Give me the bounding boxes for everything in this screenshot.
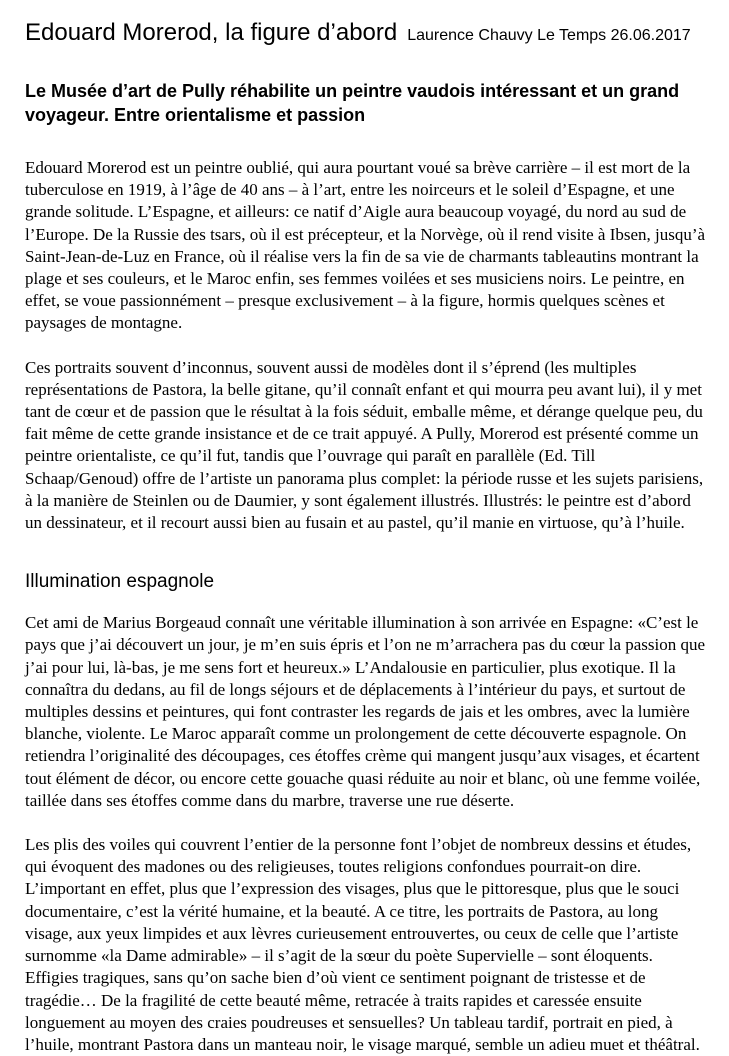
article-header bbox=[25, 18, 709, 51]
paragraph-4: Les plis des voiles qui couvrent l’entier de la personne font l’objet de nombreux dessins et études, qui évoquent des madones ou des religieuses, toutes religions confondues pourrait-on dire. L’important en effet, plus que l’expression des visages, plus que le pittoresque, plus que le souci documentaire, c’est la vérité humaine, et la beauté. A ce titre, les portraits de Pastora, au long visage, aux yeux limpides et aux lèvres curieusement entrouvertes, ou ceux de celle que l’artiste surnomme «la Dame admirable» – il s’agit de la sœur du poète Supervielle – sont éloquents. Effigies tragiques, sans qu’on sache bien d’où vient ce sentiment poignant de tristesse et de tragédie… De la fragilité de cette beauté même, retracée à traits rapides et caressée ensuite longuement au moyen des craies poudreuses et sensuelles? Un tableau tardif, portrait en pied, à l’huile, montrant Pastora dans un manteau noir, le visage marqué, semble un adieu muet et théâtral. bbox=[25, 835, 700, 1054]
paragraph-3: Cet ami de Marius Borgeaud connaît une véritable illumination à son arrivée en Espagne: «C’est le pays que j’ai découvert un jour, je m’en suis épris et l’on ne m’arrachera pas du cœur la passion que j’ai pour lui, là-bas, je me sens fort et heureux.» L’Andalousie en particulier, plus exotique. Il la connaîtra du dedans, au fil de longs séjours et de déplacements à l’intérieur du pays, et surtout de multiples dessins et peintures, qui font contraster les regards de jais et les ombres, avec la lumière blanche, violente. Le Maroc apparaît comme un prolongement de cette découverte espagnole. On retiendra l’originalité des découpages, ces étoffes crème qui mangent jusqu’aux visages, et écartent tout élément de décor, ou encore cette gouache quasi réduite au noir et blanc, où une femme voilée, taillée dans ses étoffes comme dans du marbre, traverse une rue déserte. bbox=[25, 613, 706, 810]
section-heading: Illumination espagnole bbox=[25, 571, 215, 593]
article bbox=[25, 0, 709, 1056]
paragraph-1: Edouard Morerod est un peintre oublié, qui aura pourtant voué sa brève carrière – il est mort de la tuberculose en 1919, à l’âge de 40 ans – à l’art, entre les noirceurs et le soleil d’Espagne, et une grande solitude. L’Espagne, et ailleurs: ce natif d’Aigle aura beaucoup voyagé, du nord au sud de l’Europe. De la Russie des tsars, où il est précepteur, et la Norvège, où il rend visite à Ibsen, jusqu’à Saint-Jean-de-Luz en France, où il réalise vers la fin de sa vie de charmants tableautins montrant la plage et ses couleurs, et le Maroc enfin, ses femmes voilées et ses musiciens noirs. Le peintre, en effet, se voue passionnément – presque exclusivement – à la figure, hormis quelques scènes et paysages de montagne. bbox=[25, 158, 706, 333]
article-subtitle: Le Musée d’art de Pully réhabilite un peintre vaudois intéressant et un grand voyageur. Entre orientalisme et passion bbox=[25, 81, 680, 125]
paragraph-2: Ces portraits souvent d’inconnus, souvent aussi de modèles dont il s’éprend (les multiples représentations de Pastora, la belle gitane, qu’il connaît enfant et qui mourra peu avant lui), il y met tant de cœur et de passion que le résultat à la fois séduit, emballe même, et dérange quelque peu, du fait même de cette grande insistance et de ce trait appuyé. A Pully, Morerod est présenté comme un peintre orientaliste, ce qu’il fut, tandis que l’ouvrage qui paraît en parallèle (Ed. Till Schaap/Genoud) offre de l’artiste un panorama plus complet: la période russe et les sujets parisiens, à la manière de Steinlen ou de Daumier, y sont également illustrés. Illustrés: le peintre est d’abord un dessinateur, et il recourt aussi bien au fusain et au pastel, qu’il manie en virtuose, qu’à l’huile. bbox=[25, 357, 704, 533]
article-title: Edouard Morerod, la figure d’abord bbox=[25, 19, 398, 46]
article-byline: Laurence Chauvy Le Temps 26.06.2017 bbox=[407, 27, 691, 44]
